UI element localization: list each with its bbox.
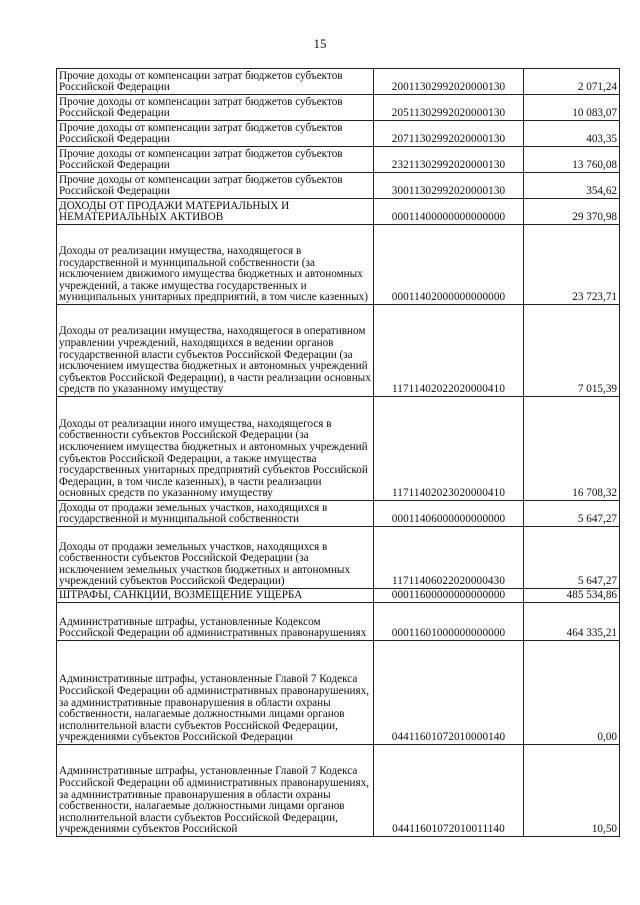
budget-code: 11711402022020000410 [374, 305, 524, 397]
budget-code: 00011601000000000000 [374, 603, 524, 641]
revenue-name: Прочие доходы от компенсации затрат бюджетов субъектов Российской Федерации [57, 95, 374, 121]
table-row [57, 95, 620, 121]
table-row [57, 501, 620, 527]
table-row [57, 69, 620, 95]
amount: 464 335,21 [524, 603, 620, 641]
amount: 23 723,71 [524, 225, 620, 305]
budget-code: 04411601072010000140 [374, 641, 524, 745]
revenue-table [56, 68, 620, 837]
amount: 7 015,39 [524, 305, 620, 397]
revenue-name: Доходы от реализации имущества, находящегося в государственной и муниципальной собственности (за исключением движимого имущества бюджетных и автономных учреждений, а также имущества государственных и муниципальных унитарных предприятий, в том числе казенных) [57, 225, 374, 305]
revenue-name: Административные штрафы, установленные Главой 7 Кодекса Российской Федерации об административных правонарушениях, за административные правонарушения в области охраны собственности, налагаемые должностными лицами органов исполнительной власти субъектов Российской Федерации, учреждениями субъектов Российской Федерации [57, 641, 374, 745]
revenue-name: Доходы от продажи земельных участков, находящихся в собственности субъектов Российской Федерации (за исключением земельных участков бюджетных и автономных учреждений субъектов Российской Федерации) [57, 527, 374, 589]
amount: 0,00 [524, 641, 620, 745]
section-heading: ШТРАФЫ, САНКЦИИ, ВОЗМЕЩЕНИЕ УЩЕРБА [57, 589, 374, 603]
revenue-name: Доходы от реализации иного имущества, находящегося в собственности субъектов Российской Федерации (за исключением имущества бюджетных и автономных учреждений субъектов Российской Федерации, а также имущества государственных унитарных предприятий субъектов Российской Федерации, в том числе казенных), в части реализации основных средств по указанному имуществу [57, 397, 374, 501]
amount: 10,50 [524, 745, 620, 837]
amount: 2 071,24 [524, 69, 620, 95]
revenue-name: Административные штрафы, установленные Главой 7 Кодекса Российской Федерации об административных правонарушениях, за административные правонарушения в области охраны собственности, налагаемые должностными лицами органов исполнительной власти субъектов Российской Федерации, учреждениями субъектов Российской [57, 745, 374, 837]
budget-code: 00011402000000000000 [374, 225, 524, 305]
table-row [57, 173, 620, 199]
revenue-name: Доходы от реализации имущества, находящегося в оперативном управлении учреждений, находящихся в ведении органов государственной власти субъектов Российской Федерации (за исключением имущества бюджетных и автономных учреждений субъектов Российской Федерации), в части реализации основных средств по указанному имуществу [57, 305, 374, 397]
revenue-name: Прочие доходы от компенсации затрат бюджетов субъектов Российской Федерации [57, 121, 374, 147]
amount: 354,62 [524, 173, 620, 199]
revenue-name: Прочие доходы от компенсации затрат бюджетов субъектов Российской Федерации [57, 173, 374, 199]
revenue-name: Доходы от продажи земельных участков, находящихся в государственной и муниципальной собственности [57, 501, 374, 527]
table-row [57, 225, 620, 305]
table-row [57, 147, 620, 173]
budget-code: 11711402023020000410 [374, 397, 524, 501]
budget-code: 04411601072010011140 [374, 745, 524, 837]
table-row [57, 603, 620, 641]
section-row [57, 589, 620, 603]
budget-code: 11711406022020000430 [374, 527, 524, 589]
budget-code: 00011406000000000000 [374, 501, 524, 527]
table-row [57, 527, 620, 589]
budget-code: 00011600000000000000 [374, 589, 524, 603]
revenue-name: Прочие доходы от компенсации затрат бюджетов субъектов Российской Федерации [57, 147, 374, 173]
amount: 10 083,07 [524, 95, 620, 121]
budget-code: 23211302992020000130 [374, 147, 524, 173]
table-row [57, 305, 620, 397]
budget-code: 30011302992020000130 [374, 173, 524, 199]
table-row [57, 397, 620, 501]
table-row [57, 121, 620, 147]
amount: 16 708,32 [524, 397, 620, 501]
revenue-name: Административные штрафы, установленные Кодексом Российской Федерации об административных правонарушениях [57, 603, 374, 641]
amount: 29 370,98 [524, 199, 620, 225]
section-row [57, 199, 620, 225]
amount: 13 760,08 [524, 147, 620, 173]
amount: 5 647,27 [524, 527, 620, 589]
amount: 485 534,86 [524, 589, 620, 603]
revenue-name: Прочие доходы от компенсации затрат бюджетов субъектов Российской Федерации [57, 69, 374, 95]
budget-code: 20711302992020000130 [374, 121, 524, 147]
budget-code: 20511302992020000130 [374, 95, 524, 121]
table-row [57, 641, 620, 745]
page-number: 15 [313, 36, 327, 51]
section-heading: ДОХОДЫ ОТ ПРОДАЖИ МАТЕРИАЛЬНЫХ И НЕМАТЕРИАЛЬНЫХ АКТИВОВ [57, 199, 374, 225]
table-row [57, 745, 620, 837]
budget-code: 20011302992020000130 [374, 69, 524, 95]
budget-code: 00011400000000000000 [374, 199, 524, 225]
amount: 5 647,27 [524, 501, 620, 527]
amount: 403,35 [524, 121, 620, 147]
